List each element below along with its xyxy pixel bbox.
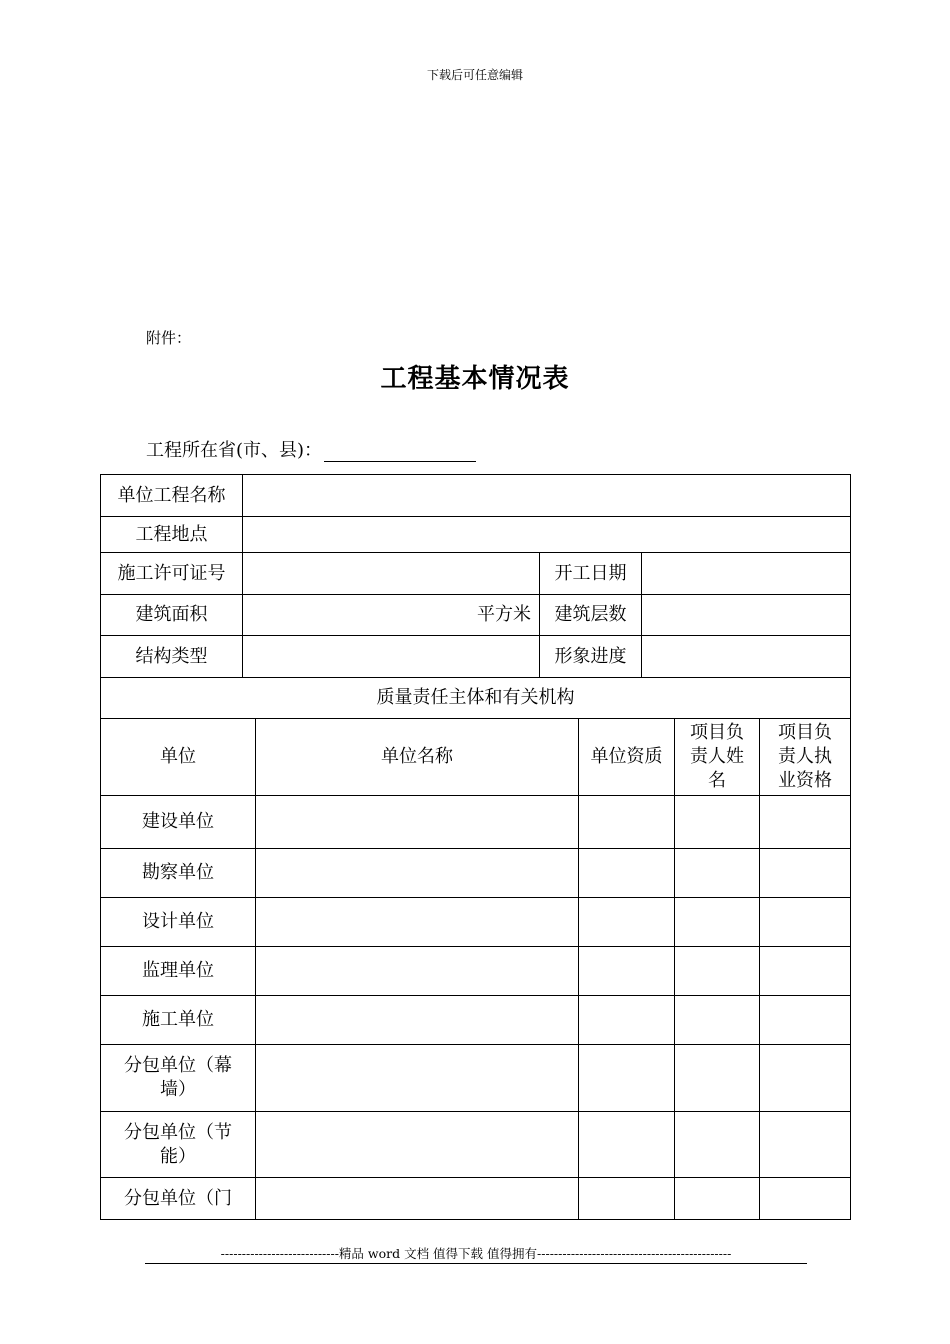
header-project-leader-qualification: 项目负责人执业资格 bbox=[760, 719, 851, 796]
cell-name[interactable] bbox=[256, 1112, 579, 1178]
cell-name[interactable] bbox=[256, 1045, 579, 1112]
row-label-contractor-unit: 施工单位 bbox=[101, 996, 256, 1045]
progress-cell[interactable] bbox=[642, 636, 851, 678]
cell-name[interactable] bbox=[256, 849, 579, 898]
cell-leader-qualification[interactable] bbox=[760, 947, 851, 996]
cell-leader[interactable] bbox=[675, 898, 760, 947]
row-label-supervision-unit: 监理单位 bbox=[101, 947, 256, 996]
floors-cell[interactable] bbox=[642, 595, 851, 636]
cell-qualification[interactable] bbox=[579, 1112, 675, 1178]
header-unit: 单位 bbox=[101, 719, 256, 796]
row-label-subcontractor-energy: 分包单位（节能） bbox=[101, 1112, 256, 1178]
location-line bbox=[146, 436, 476, 462]
permit-no-label: 施工许可证号 bbox=[101, 553, 243, 595]
cell-qualification[interactable] bbox=[579, 947, 675, 996]
cell-leader-qualification[interactable] bbox=[760, 996, 851, 1045]
cell-name[interactable] bbox=[256, 1178, 579, 1220]
cell-name[interactable] bbox=[256, 796, 579, 849]
page-title: 工程基本情况表 bbox=[380, 364, 570, 394]
footer-divider bbox=[145, 1263, 807, 1264]
cell-leader[interactable] bbox=[675, 947, 760, 996]
header-unit-qualification: 单位资质 bbox=[579, 719, 675, 796]
cell-leader-qualification[interactable] bbox=[760, 1045, 851, 1112]
row-label-construction-unit: 建设单位 bbox=[101, 796, 256, 849]
header-note: 下载后可任意编辑 bbox=[426, 68, 523, 82]
progress-label: 形象进度 bbox=[540, 636, 642, 678]
row-label-design-unit: 设计单位 bbox=[101, 898, 256, 947]
attachment-label: 附件： bbox=[146, 329, 192, 347]
location-blank-field[interactable] bbox=[324, 441, 476, 462]
cell-leader-qualification[interactable] bbox=[760, 1178, 851, 1220]
cell-qualification[interactable] bbox=[579, 849, 675, 898]
cell-name[interactable] bbox=[256, 996, 579, 1045]
header-project-leader-name: 项目负责人姓名 bbox=[675, 719, 760, 796]
project-location-label: 工程地点 bbox=[101, 517, 243, 553]
structure-type-label: 结构类型 bbox=[101, 636, 243, 678]
location-label: 工程所在省(市、县)： bbox=[146, 440, 323, 461]
cell-name[interactable] bbox=[256, 947, 579, 996]
cell-qualification[interactable] bbox=[579, 796, 675, 849]
cell-qualification[interactable] bbox=[579, 898, 675, 947]
cell-leader[interactable] bbox=[675, 796, 760, 849]
cell-leader[interactable] bbox=[675, 849, 760, 898]
floors-label: 建筑层数 bbox=[540, 595, 642, 636]
basic-info-table bbox=[100, 474, 851, 719]
project-location-cell[interactable] bbox=[243, 517, 851, 553]
section-title: 质量责任主体和有关机构 bbox=[101, 678, 851, 719]
cell-leader[interactable] bbox=[675, 1045, 760, 1112]
cell-qualification[interactable] bbox=[579, 996, 675, 1045]
cell-leader-qualification[interactable] bbox=[760, 796, 851, 849]
cell-leader-qualification[interactable] bbox=[760, 849, 851, 898]
cell-leader-qualification[interactable] bbox=[760, 1112, 851, 1178]
structure-type-cell[interactable] bbox=[243, 636, 540, 678]
cell-leader-qualification[interactable] bbox=[760, 898, 851, 947]
unit-project-name-label: 单位工程名称 bbox=[101, 475, 243, 517]
cell-leader[interactable] bbox=[675, 996, 760, 1045]
area-unit: 平方米 bbox=[477, 604, 531, 625]
organizations-table bbox=[100, 718, 851, 1220]
cell-leader[interactable] bbox=[675, 1178, 760, 1220]
cell-qualification[interactable] bbox=[579, 1045, 675, 1112]
cell-qualification[interactable] bbox=[579, 1178, 675, 1220]
cell-name[interactable] bbox=[256, 898, 579, 947]
start-date-label: 开工日期 bbox=[540, 553, 642, 595]
footer-text: ----------------------------精品 word 文档 值得下载 值得拥有---------------------------------------------- bbox=[220, 1246, 732, 1261]
permit-no-cell[interactable] bbox=[243, 553, 540, 595]
start-date-cell[interactable] bbox=[642, 553, 851, 595]
row-label-survey-unit: 勘察单位 bbox=[101, 849, 256, 898]
header-unit-name: 单位名称 bbox=[256, 719, 579, 796]
unit-project-name-cell[interactable] bbox=[243, 475, 851, 517]
cell-leader[interactable] bbox=[675, 1112, 760, 1178]
building-area-cell[interactable] bbox=[243, 595, 540, 636]
row-label-subcontractor-door: 分包单位（门 bbox=[101, 1178, 256, 1220]
building-area-label: 建筑面积 bbox=[101, 595, 243, 636]
row-label-subcontractor-curtain-wall: 分包单位（幕墙） bbox=[101, 1045, 256, 1112]
